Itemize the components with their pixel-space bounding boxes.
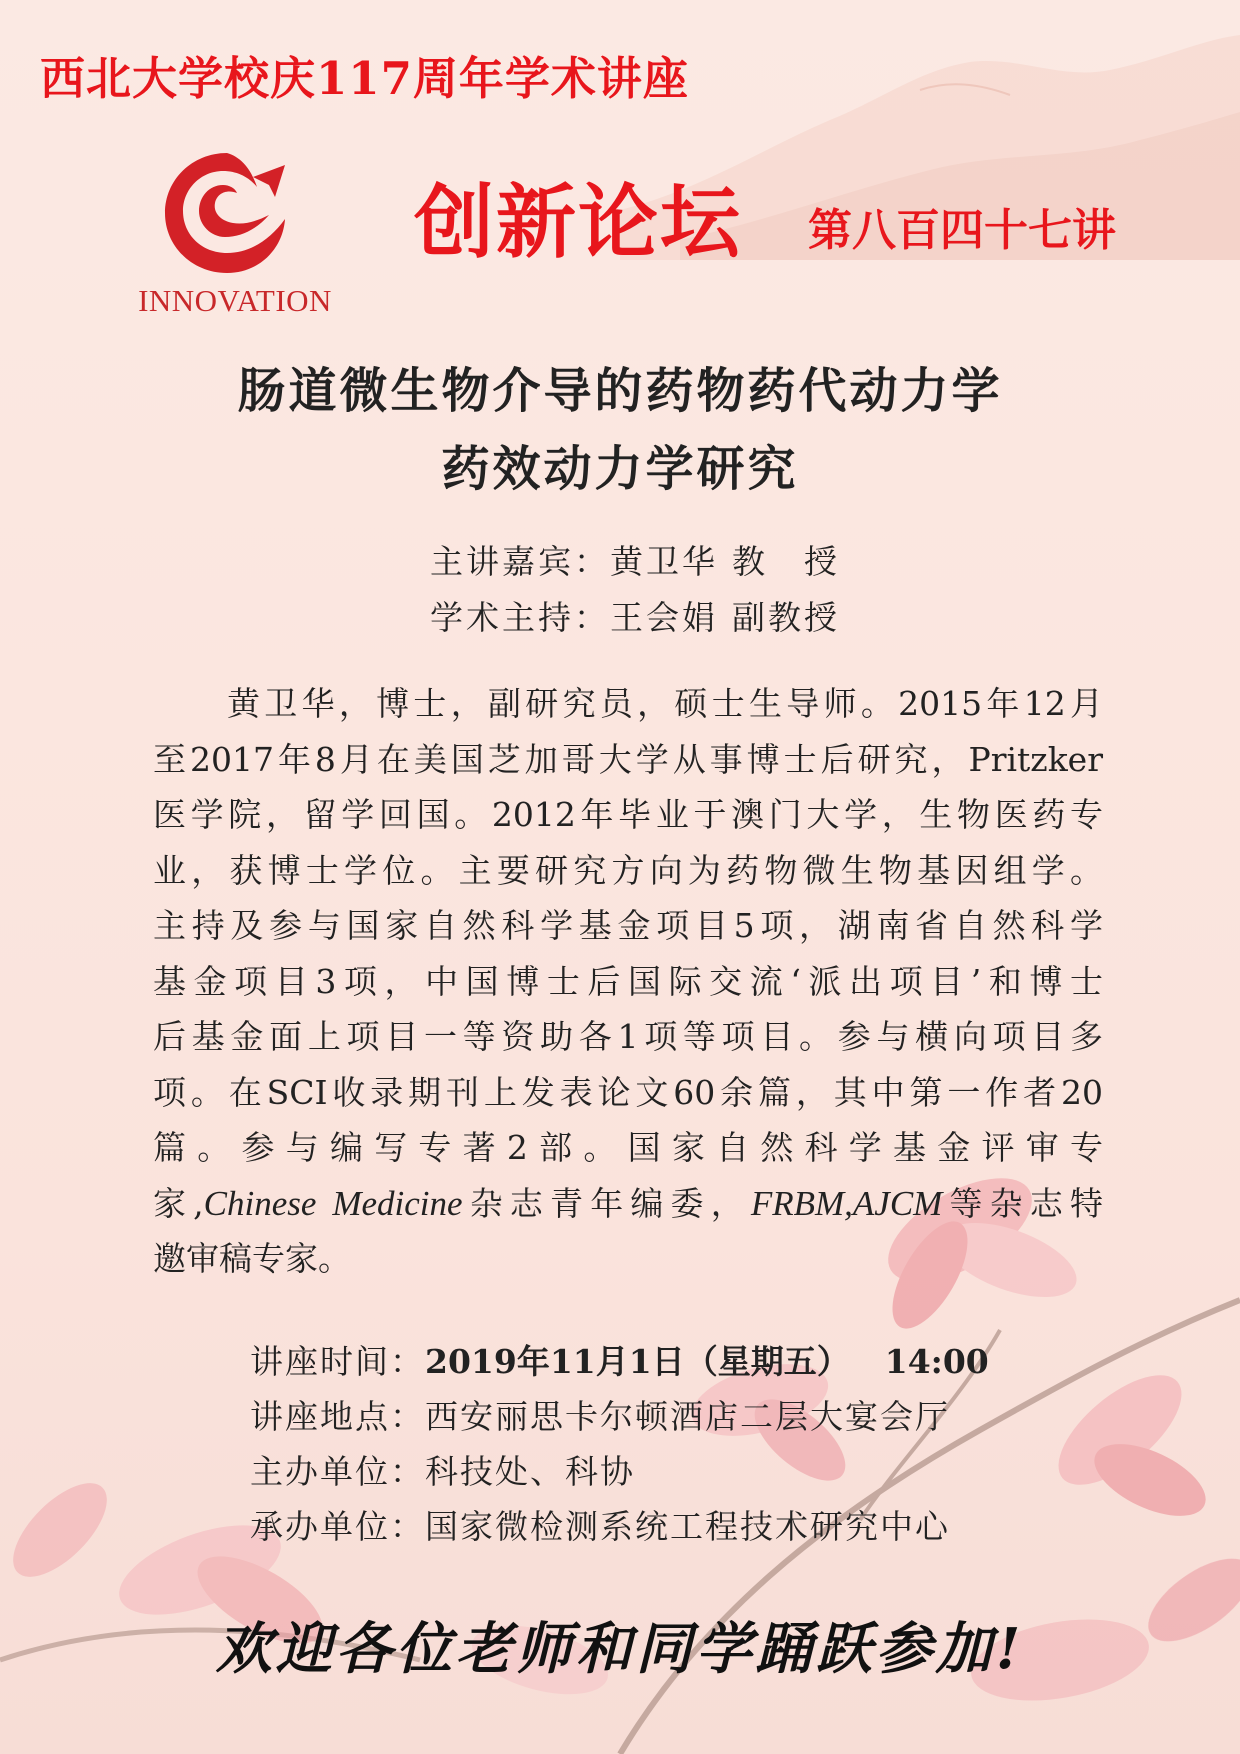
bio-line [153,1176,1103,1232]
undertaker-row [250,1499,989,1554]
bio-line: 篇。参与编写专著2部。国家自然科学基金评审专 [153,1128,1103,1167]
bio-line: 至2017年8月在美国芝加哥大学从事博士后研究，Pritzker [153,739,1103,779]
speaker-bio [153,676,1103,1287]
talk-title-line2: 药效动力学研究 [441,441,799,497]
time-clock: 14:00 [884,1342,989,1381]
host-label: 学术主持： [430,598,610,637]
speaker-label: 主讲嘉宾： [430,542,610,581]
place-row [250,1389,989,1444]
undertaker-value: 国家微检测系统工程技术研究中心 [425,1507,950,1546]
bio-line: 业，获博士学位。主要研究方向为药物微生物基因组学。 [153,850,1103,890]
host-line [430,592,840,639]
time-row [250,1334,989,1389]
host-title: 副教授 [732,598,840,637]
undertaker-label: 承办单位： [250,1507,425,1546]
bio-suffix: 等杂志特 [942,1183,1104,1223]
speaker-name: 黄卫华 [610,542,718,581]
bio-line: 后基金面上项目一等资助各1项等项目。参与横向项目多 [153,1017,1103,1056]
event-info [250,1334,989,1554]
organizer-label: 主办单位： [250,1452,425,1491]
speaker-title: 教 授 [732,542,840,581]
innovation-swirl-icon [157,145,292,280]
place-label: 讲座地点： [250,1397,425,1436]
speaker-line [430,536,840,583]
lecture-number: 第八百四十七讲 [808,205,1116,256]
innovation-logo [125,145,345,320]
welcome-slogan: 欢迎各位老师和同学踊跃参加! [215,1616,1025,1682]
place-value: 西安丽思卡尔顿酒店二层大宴会厅 [425,1397,950,1436]
event-title: 西北大学校庆117周年学术讲座 [40,52,689,105]
host-name: 王会娟 [610,598,718,637]
time-value: 2019年11月1日（星期五） [425,1342,850,1381]
bio-line: 黄卫华，博士，副研究员，硕士生导师。2015年12月 [227,684,1103,723]
talk-title-line1: 肠道微生物介导的药物药代动力学 [237,363,1003,419]
bio-line: 主持及参与国家自然科学基金项目5项，湖南省自然科学 [153,906,1103,945]
organizer-value: 科技处、科协 [425,1452,635,1491]
bio-line: 项。在SCI收录期刊上发表论文60余篇，其中第一作者20 [153,1072,1103,1112]
organizer-row [250,1444,989,1499]
bio-line: 基金项目3项，中国博士后国际交流‘派出项目’和博士 [153,961,1103,1001]
forum-name: 创新论坛 [414,176,742,269]
journal-chinese-medicine: Chinese Medicine [203,1183,463,1223]
time-label: 讲座时间： [250,1342,425,1381]
journal-frbm-ajcm: FRBM,AJCM [750,1183,943,1223]
bio-line: 邀审稿专家。 [153,1239,351,1278]
bio-line: 医学院，留学回国。2012年毕业于澳门大学，生物医药专 [153,795,1103,834]
logo-text: INNOVATION [138,283,332,318]
bio-prefix: 家, [153,1183,204,1223]
bio-mid: 杂志青年编委， [462,1183,751,1223]
